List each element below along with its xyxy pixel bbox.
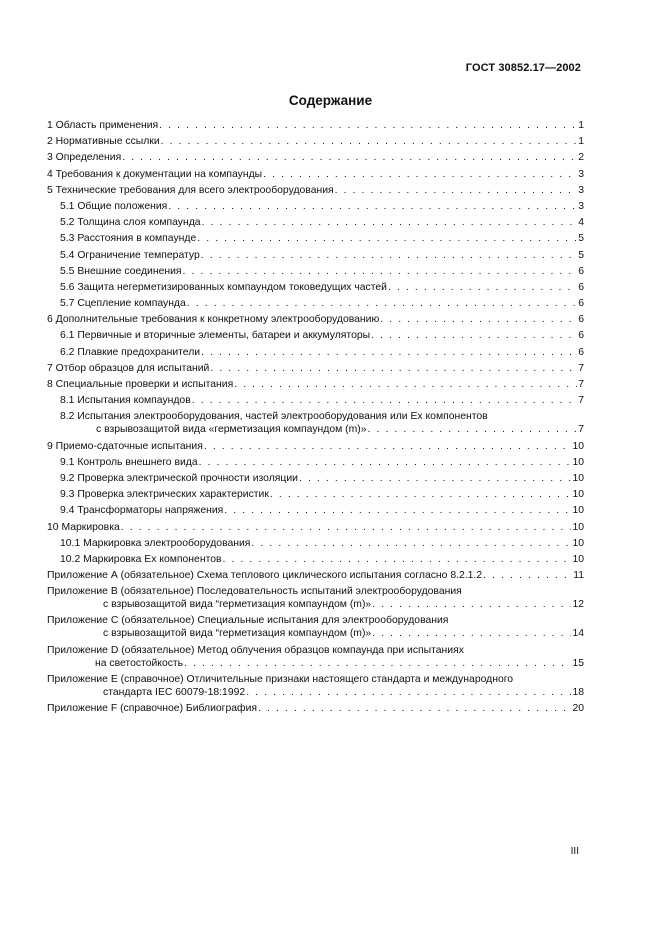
toc-line-wrap — [47, 644, 584, 657]
toc-entry — [47, 184, 584, 197]
toc-line — [47, 657, 584, 670]
toc-line — [47, 521, 584, 534]
toc-line — [47, 135, 584, 148]
toc-entry — [47, 151, 584, 164]
toc-entry — [47, 168, 584, 181]
toc-entry-title: с взрывозащитой вида “герметизация компаундом (m)» — [103, 628, 372, 640]
toc-page-number: 3 — [578, 168, 584, 180]
toc-line — [60, 456, 584, 469]
dot-leader — [371, 329, 577, 342]
dot-leader — [201, 346, 577, 359]
toc-entry — [47, 200, 584, 213]
dot-leader — [199, 456, 572, 469]
toc-page-number: 10 — [572, 537, 584, 549]
toc-line — [60, 504, 584, 517]
dot-leader — [183, 265, 578, 278]
toc-page-number: 10 — [572, 521, 584, 533]
toc-entry — [47, 216, 584, 229]
toc-entry — [47, 537, 584, 550]
toc-entry-title: 9.2 Проверка электрической прочности изоляции — [60, 472, 298, 484]
toc-line — [60, 216, 584, 229]
dot-leader — [224, 504, 571, 517]
toc-entry-title: 6.2 Плавкие предохранители — [60, 346, 201, 358]
toc-page-number: 10 — [572, 440, 584, 452]
toc-entry-title: Приложение Е (справочное) Отличительные признаки настоящего стандарта и международного — [47, 673, 514, 685]
toc-line — [60, 423, 584, 436]
toc-page-number: 2 — [578, 152, 584, 164]
toc-line — [60, 553, 584, 566]
toc-page-number: 6 — [578, 265, 584, 277]
toc-entry-title: 5.4 Ограничение температур — [60, 249, 200, 261]
toc-page-number: 7 — [578, 395, 584, 407]
toc-entry-title: 5.2 Толщина слоя компаунда — [60, 217, 201, 229]
toc-line — [60, 329, 584, 342]
toc-line-wrap — [47, 614, 584, 627]
toc-entry-title: 8.1 Испытания компаундов — [60, 395, 191, 407]
toc-entry — [47, 329, 584, 342]
toc-entry-title: 9.1 Контроль внешнего вида — [60, 456, 198, 468]
dot-leader — [251, 537, 571, 550]
dot-leader — [223, 553, 572, 566]
toc-line — [60, 488, 584, 501]
toc-entry-title: Приложение А (обязательное) Схема теплового циклического испытания согласно 8.2.1.2 — [47, 570, 483, 582]
toc-entry — [47, 553, 584, 566]
toc-page-number: 5 — [578, 233, 584, 245]
toc-entry-title: 10 Маркировка — [47, 521, 120, 533]
toc-page-number: 7 — [578, 362, 584, 374]
toc-entry — [47, 135, 584, 148]
toc-entry — [47, 673, 584, 699]
toc-page-number: 6 — [578, 330, 584, 342]
dot-leader — [483, 569, 572, 582]
toc-page-number: 15 — [572, 657, 584, 669]
toc-line — [47, 184, 584, 197]
toc-entry-title: 6.1 Первичные и вторичные элементы, батареи и аккумуляторы — [60, 330, 371, 342]
toc-page-number: 6 — [578, 298, 584, 310]
dot-leader — [159, 119, 577, 132]
toc-page-number: 6 — [578, 281, 584, 293]
toc-entry — [47, 472, 584, 485]
toc-page-number: 7 — [578, 379, 584, 390]
toc-page-number: 6 — [578, 346, 584, 358]
dot-leader — [202, 216, 578, 229]
toc-page-number: 1 — [578, 120, 584, 131]
dot-leader — [121, 521, 572, 534]
toc-entry — [47, 378, 584, 391]
toc-entry — [47, 265, 584, 278]
dot-leader — [270, 488, 572, 501]
toc-page-number: 6 — [578, 314, 584, 326]
toc-entry-title: 10.2 Маркировка Ex компонентов — [60, 553, 222, 565]
toc-line — [60, 346, 584, 359]
toc-line — [60, 394, 584, 407]
toc-entry-title: 5.7 Сцепление компаунда — [60, 298, 186, 310]
toc-entry — [47, 232, 584, 245]
toc-entry — [47, 585, 584, 611]
toc-line — [60, 297, 584, 310]
dot-leader — [168, 200, 577, 213]
toc-entry — [47, 644, 584, 670]
toc-entry-title: с взрывозащитой вида “герметизация компаундом (m)» — [103, 599, 372, 611]
toc-entry-title: стандарта IEC 60079-18:1992 — [103, 686, 246, 698]
dot-leader — [372, 627, 571, 640]
dot-leader — [368, 423, 578, 436]
toc-entry-title: 1 Область применения — [47, 120, 159, 131]
dot-leader — [187, 297, 577, 310]
dot-leader — [234, 378, 577, 391]
toc-entry-title: 4 Требования к документации на компаунды — [47, 168, 263, 180]
toc-entry-title: 10.1 Маркировка электрооборудования — [60, 537, 251, 549]
table-of-contents — [47, 119, 584, 718]
toc-page-number: 10 — [572, 472, 584, 484]
dot-leader — [161, 135, 578, 148]
toc-entry-title: с взрывозащитой вида «герметизация компаундом (m)» — [96, 424, 367, 436]
dot-leader — [204, 440, 572, 453]
toc-line — [47, 686, 584, 699]
toc-line-wrap — [60, 410, 584, 423]
toc-entry-title: 6 Дополнительные требования к конкретному электрооборудованию — [47, 314, 380, 326]
toc-entry — [47, 410, 584, 436]
toc-entry — [47, 249, 584, 262]
toc-entry-title: 5.5 Внешние соединения — [60, 265, 182, 277]
toc-page-number: 10 — [572, 456, 584, 468]
toc-entry-title: 3 Определения — [47, 152, 122, 164]
dot-leader — [201, 249, 577, 262]
toc-line — [47, 598, 584, 611]
toc-entry-title: Приложение С (обязательное) Специальные испытания для электрооборудования — [47, 615, 449, 627]
toc-entry — [47, 119, 584, 132]
dot-leader — [299, 472, 571, 485]
toc-line — [47, 168, 584, 181]
toc-line — [60, 281, 584, 294]
toc-entry-title: 5 Технические требования для всего электрооборудования — [47, 184, 334, 196]
toc-line — [47, 569, 584, 582]
toc-entry — [47, 569, 584, 582]
toc-page-number: 10 — [572, 553, 584, 565]
toc-line — [47, 119, 584, 132]
toc-page-number: 7 — [578, 424, 584, 436]
toc-entry — [47, 440, 584, 453]
dot-leader — [184, 657, 571, 670]
toc-entry-title: 5.1 Общие положения — [60, 200, 168, 212]
toc-line — [60, 232, 584, 245]
toc-entry-title: 7 Отбор образцов для испытаний — [47, 362, 210, 374]
toc-entry — [47, 614, 584, 640]
dot-leader — [263, 168, 577, 181]
toc-entry-title: Приложение В (обязательное) Последовательность испытаний электрооборудования — [47, 586, 462, 598]
toc-page-number: 3 — [578, 200, 584, 212]
toc-entry — [47, 488, 584, 501]
toc-entry — [47, 313, 584, 326]
toc-entry-title: 8 Специальные проверки и испытания — [47, 379, 234, 390]
toc-entry — [47, 456, 584, 469]
toc-entry-title: 5.6 Защита негерметизированных компаундом токоведущих частей — [60, 281, 387, 293]
toc-entry-title: 2 Нормативные ссылки — [47, 136, 160, 148]
toc-entry-title: 9 Приемо-сдаточные испытания — [47, 440, 203, 452]
dot-leader — [258, 702, 571, 715]
standard-header: ГОСТ 30852.17—2002 — [465, 62, 581, 74]
dot-leader — [210, 362, 577, 375]
toc-line — [60, 537, 584, 550]
toc-entry — [47, 281, 584, 294]
dot-leader — [335, 184, 578, 197]
toc-entry-title: Приложение F (справочное) Библиография — [47, 703, 257, 714]
toc-entry-title: 9.4 Трансформаторы напряжения — [60, 505, 224, 517]
dot-leader — [388, 281, 577, 294]
toc-line — [47, 702, 584, 715]
toc-entry — [47, 362, 584, 375]
toc-line — [47, 362, 584, 375]
toc-line — [47, 378, 584, 391]
toc-page-number: 12 — [572, 599, 584, 611]
toc-entry — [47, 504, 584, 517]
toc-line — [47, 440, 584, 453]
toc-page-number: 10 — [572, 505, 584, 517]
toc-line-wrap — [47, 673, 584, 686]
toc-entry — [47, 521, 584, 534]
toc-page-number: 5 — [578, 249, 584, 261]
toc-entry — [47, 702, 584, 715]
dot-leader — [122, 151, 577, 164]
toc-page-number: 18 — [572, 686, 584, 698]
toc-page-number: 11 — [573, 570, 584, 582]
toc-entry-title: Приложение D (обязательное) Метод облучения образцов компаунда при испытаниях — [47, 644, 464, 656]
toc-page-number: 14 — [572, 628, 584, 640]
toc-entry — [47, 394, 584, 407]
toc-page-number: 10 — [572, 489, 584, 501]
toc-entry — [47, 297, 584, 310]
toc-line — [47, 151, 584, 164]
toc-line — [47, 627, 584, 640]
toc-line — [60, 249, 584, 262]
toc-page-number: 4 — [578, 217, 584, 229]
toc-entry-title: на светостойкость — [95, 657, 184, 669]
dot-leader — [197, 232, 577, 245]
toc-entry-title: 8.2 Испытания электрооборудования, частей электрооборудования или Ex компонентов — [60, 411, 488, 423]
dot-leader — [192, 394, 577, 407]
toc-page-number: 1 — [578, 136, 584, 148]
toc-entry-title: 9.3 Проверка электрических характеристик — [60, 489, 269, 501]
dot-leader — [246, 686, 571, 699]
toc-line — [60, 200, 584, 213]
toc-line — [60, 265, 584, 278]
dot-leader — [380, 313, 577, 326]
page-number: III — [570, 846, 579, 857]
toc-entry — [47, 346, 584, 359]
toc-entry-title: 5.3 Расстояния в компаунде — [60, 233, 197, 245]
dot-leader — [372, 598, 571, 611]
page-title: Содержание — [288, 93, 373, 108]
toc-line — [47, 313, 584, 326]
toc-line — [60, 472, 584, 485]
toc-page-number: 3 — [578, 184, 584, 196]
toc-line-wrap — [47, 585, 584, 598]
toc-page-number: 20 — [572, 703, 584, 714]
